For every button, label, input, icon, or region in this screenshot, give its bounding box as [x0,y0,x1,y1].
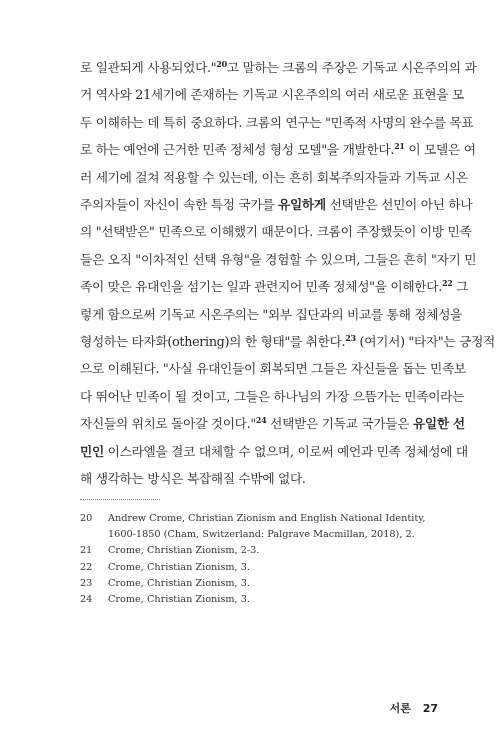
footnote [80,543,440,559]
text-line: 족이 맞은 유대인을 섬기는 일과 관련지어 민족 정체성"을 이해한다.$^{22}$ 그 [80,278,469,295]
emphasis: 유일한 선 [412,416,465,432]
emphasis: 유일하게 [278,197,326,213]
text-line: 렇게 함으로써 기독교 시온주의는 "외부 집단과의 비교를 통해 정체성을 [80,306,463,322]
text-line: 자신들의 위치로 돌아갈 것이다."$^{24}$ 선택받은 기독교 국가들은 유일한 선 [80,415,465,432]
text-line: 다 뛰어난 민족이 될 것이고, 그들은 하나님의 가장 으뜸가는 민족이라는 [80,388,465,404]
footnote [80,560,440,576]
footnote-text: Crome, Christian Zionism, 3. [108,577,250,589]
text-line: 거 역사와 21세기에 존재하는 기독교 시온주의의 여러 새로운 표현을 모 [80,87,464,103]
footnote [80,592,440,608]
text-line: 로 하는 예언에 근거한 민족 정체성 형성 모델"을 개발한다.$^{21}$ 이 모델은 여 [80,141,476,158]
footnote [80,511,440,543]
footnote-ref[interactable]: 21 [394,141,405,152]
body-text [80,54,496,493]
footnote-number: 21 [80,545,93,557]
text-line: 형성하는 타자화(othering)의 한 형태"를 취한다.$^{23}$ (여기서) "타자"는 긍정적 [80,333,496,350]
footnote-ref[interactable]: 22 [441,278,453,289]
footnotes [80,511,440,608]
footnote [80,576,440,592]
section-name: 서론 [389,702,411,715]
footnote-text: Crome, Christian Zionism, 3. [108,594,250,606]
text-line: 의 "선택받은" 민족으로 이해했기 때문이다. 크롬이 주장했듯이 이방 민족 [80,224,472,240]
footnote-divider [80,499,160,500]
emphasis: 민인 [80,443,104,459]
text-line: 으로 이해된다. "사실 유대인들이 회복되면 그들은 자신들을 돕는 민족보 [80,361,466,377]
text-line: 러 세기에 걸쳐 적용할 수 있는데, 이는 흔히 회복주의자들과 기독교 시온 [80,169,468,185]
page-footer [390,700,438,716]
footnote-text: Crome, Christian Zionism, 3. [108,561,250,573]
page-number: 27 [422,702,438,715]
footnote-number: 23 [80,577,93,589]
footnote-text: Crome, Christian Zionism, 2-3. [108,545,260,557]
text-line: 민인 이스라엘을 결코 대체할 수 없으며, 이로써 예언과 민족 정체성에 대 [80,443,468,459]
footnote-ref[interactable]: 24 [255,415,267,426]
footnote-number: 20 [80,513,93,524]
text-line: 해 생각하는 방식은 복잡해질 수밖에 없다. [80,471,306,487]
footnote-ref[interactable]: 23 [345,333,356,344]
footnote-ref[interactable]: 20 [216,59,227,69]
footnote-number: 22 [80,561,93,573]
text-line: 두 이해하는 데 특히 중요하다. 크롬의 연구는 "민족적 사명의 완수를 목표 [80,114,474,130]
text-line: 로 일관되게 사용되었다."$^{20}$고 말하는 크롬의 주장은 기독교 시온주의의 과 [80,59,477,75]
text-line: 주의자들이 자신이 속한 특정 국가를 유일하게 선택받은 선민이 아닌 하나 [80,197,473,213]
text-line: 들은 오직 "이차적인 선택 유형"을 경험할 수 있으며, 그들은 흔히 "자기 민 [80,251,477,267]
footnote-text: Andrew Crome, Christian Zionism and English National Identity, 1600-1850 (Cham, Switzerland: Palgrave Macmillan, 2018), 2. [108,513,426,541]
footnote-number: 24 [80,594,93,606]
